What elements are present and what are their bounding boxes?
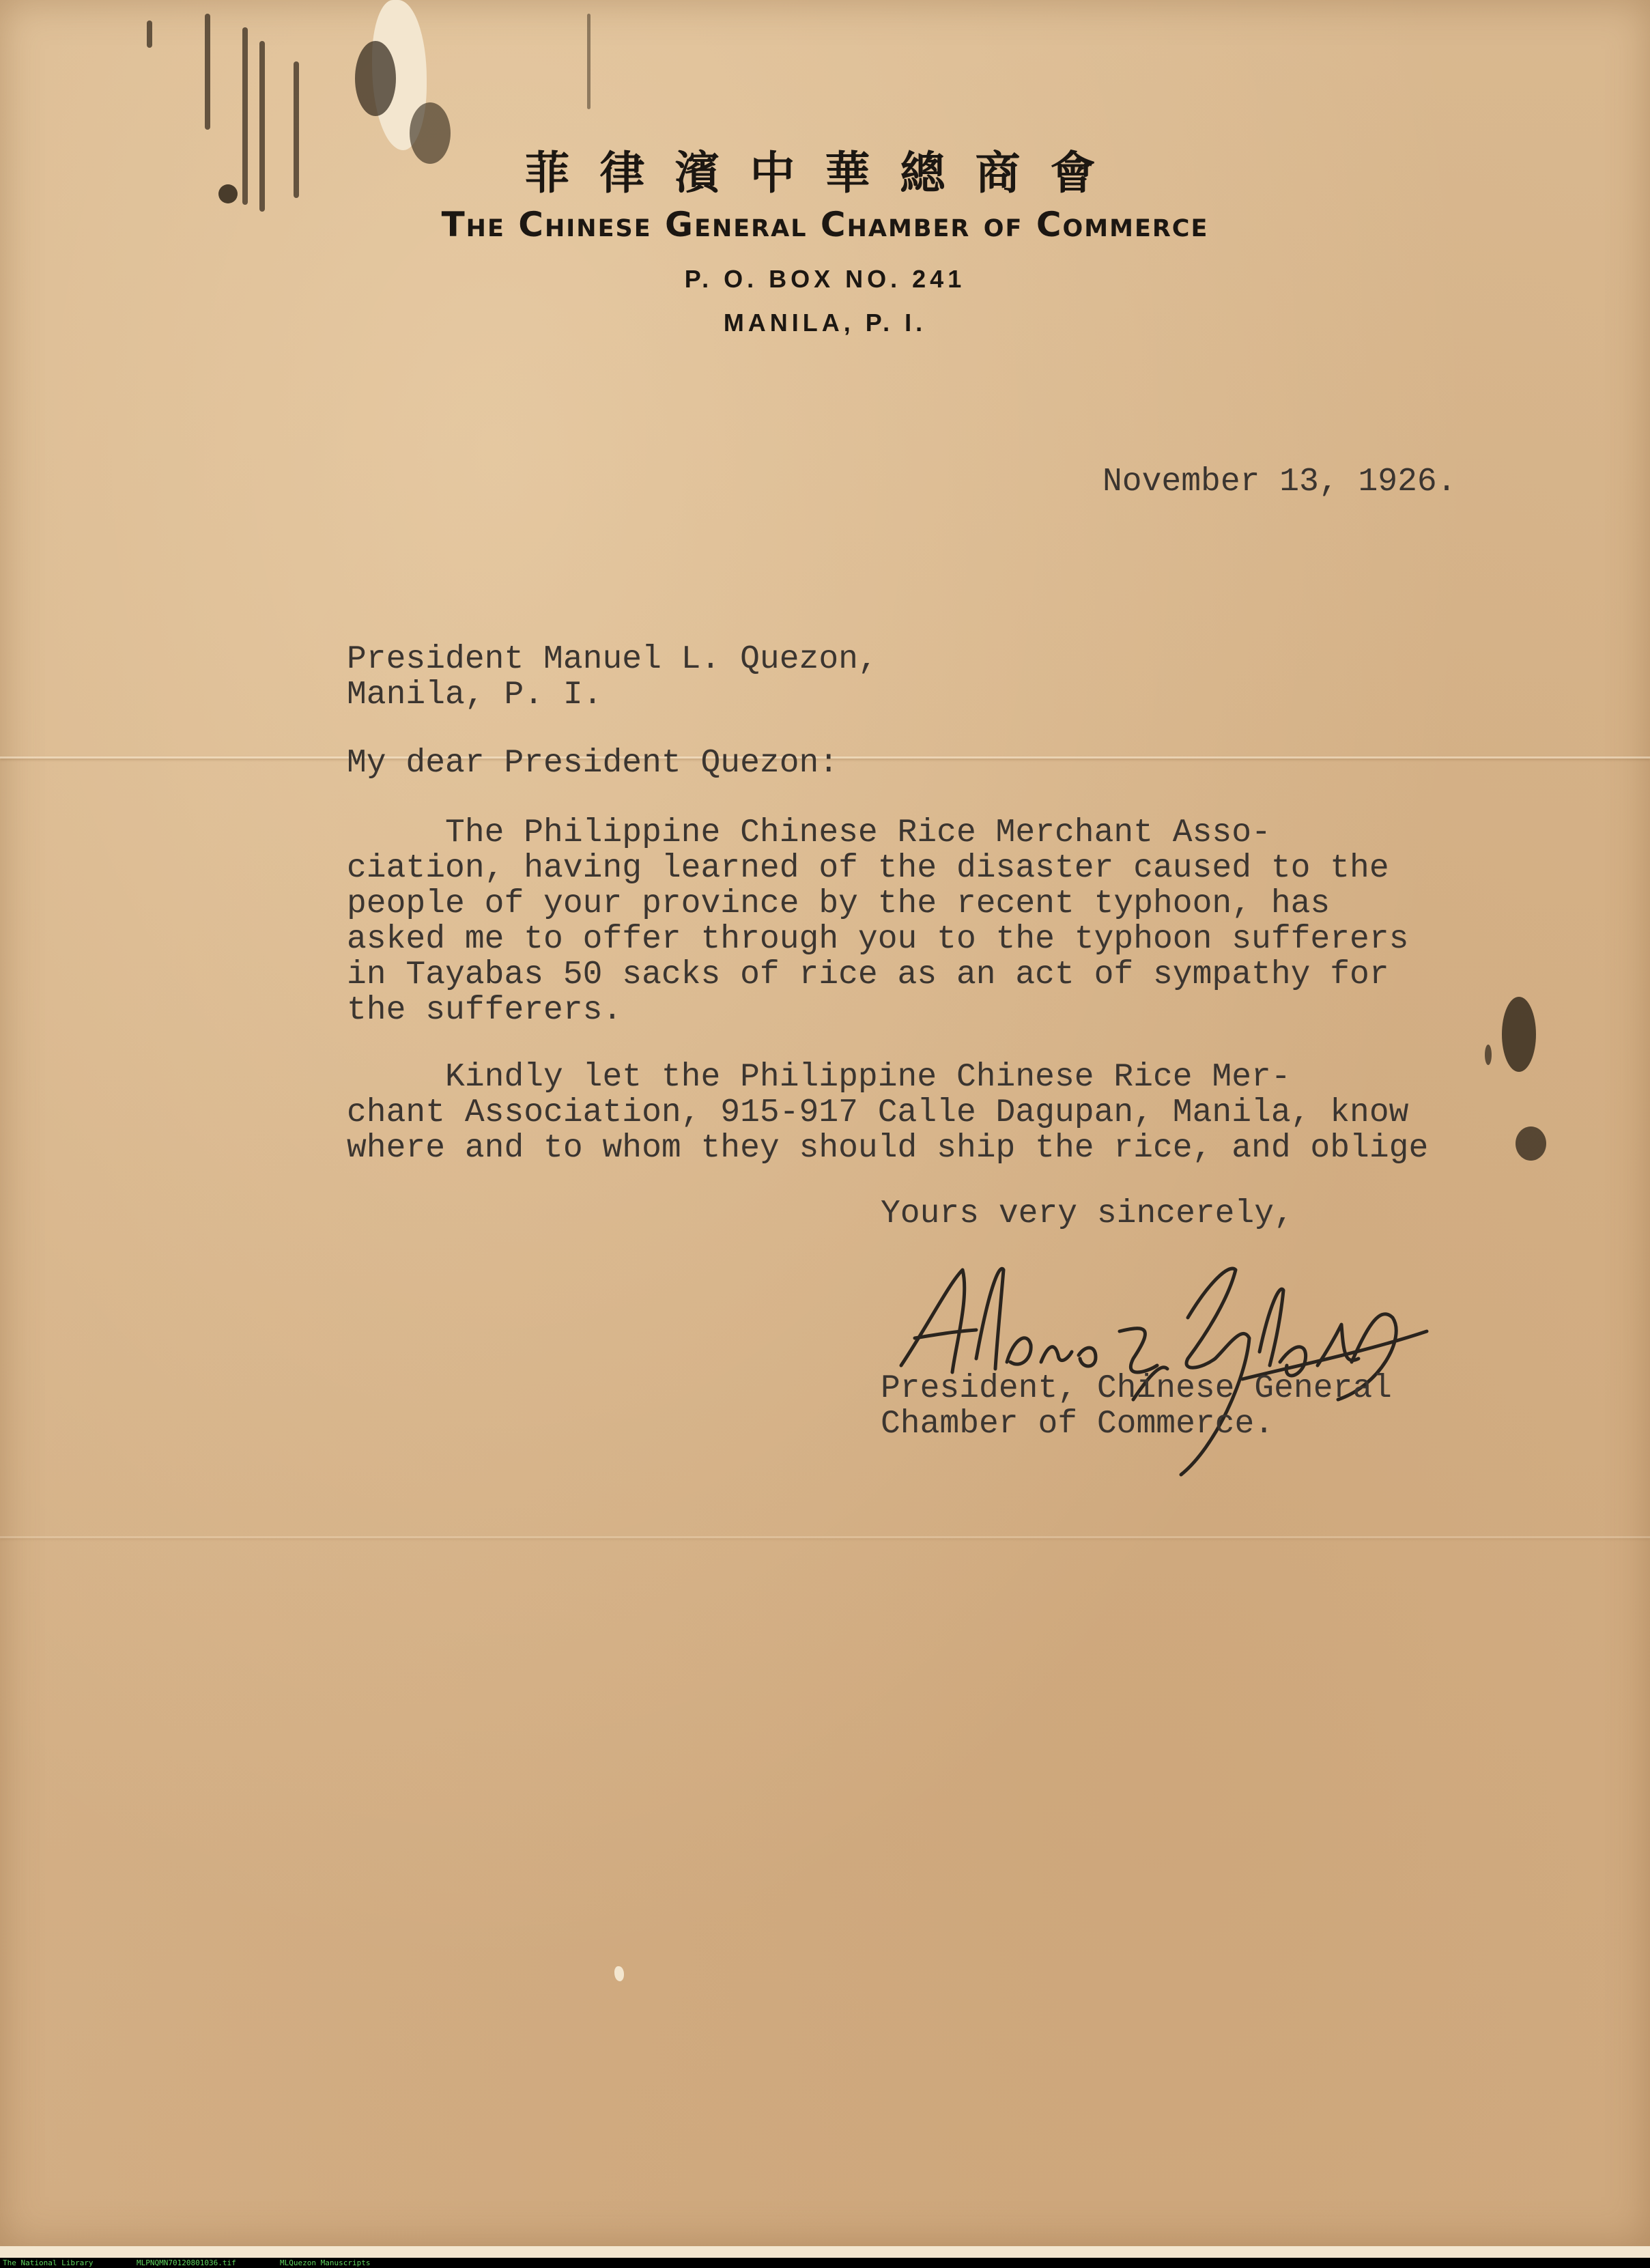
footer-file-id: MLPNQMN70120801036.tif <box>137 2258 236 2267</box>
recipient-line-2: Manila, P. I. <box>347 677 603 713</box>
letterhead-english-title: The Chinese General Chamber of Commerce <box>441 205 1209 244</box>
paragraph-2-line: chant Association, 915-917 Calle Dagupan, Manila, know <box>347 1094 1409 1131</box>
ink-stain <box>1502 997 1536 1072</box>
signature-stroke <box>901 1270 965 1372</box>
footer-institution: The National Library <box>3 2258 94 2267</box>
ink-drip <box>587 14 591 109</box>
archive-footer-bar <box>0 2258 1650 2268</box>
closing: Yours very sincerely, <box>881 1195 1294 1232</box>
signature-stroke <box>1186 1268 1236 1367</box>
ink-stain <box>1516 1126 1546 1161</box>
paper-fold <box>0 1536 1650 1538</box>
signature-stroke <box>1260 1289 1283 1365</box>
letterhead-chinese-title: 菲律濱中華總商會 <box>524 146 1126 199</box>
signer-title-line-2: Chamber of Commerce. <box>881 1406 1275 1443</box>
signature-stroke <box>1041 1347 1072 1362</box>
paragraph-2-line: Kindly let the Philippine Chinese Rice Mer- <box>347 1059 1291 1096</box>
signature-stroke <box>1120 1329 1157 1372</box>
paragraph-1-line: asked me to offer through you to the typhoon sufferers <box>347 921 1409 958</box>
paragraph-2-line: where and to whom they should ship the rice, and oblige <box>347 1130 1429 1167</box>
signer-title-line-1: President, Chinese General <box>881 1370 1392 1407</box>
footer-collection: MLQuezon Manuscripts <box>280 2258 371 2267</box>
salutation: My dear President Quezon: <box>347 745 839 782</box>
signature-stroke <box>1007 1338 1031 1364</box>
paragraph-1-line: the sufferers. <box>347 992 623 1029</box>
ink-stain <box>1485 1045 1492 1065</box>
ink-drip <box>205 14 210 130</box>
paragraph-1-line: in Tayabas 50 sacks of rice as an act of sympathy for <box>347 956 1389 993</box>
letterhead-po-box: P. O. BOX NO. 241 <box>684 265 966 293</box>
letter-date: November 13, 1926. <box>1103 464 1457 500</box>
ink-drip <box>147 20 152 48</box>
signature-stroke <box>976 1268 1004 1369</box>
ink-stain <box>355 41 396 116</box>
handwritten-signature <box>887 1243 1447 1488</box>
recipient-line-1: President Manuel L. Quezon, <box>347 641 878 678</box>
paper-hole <box>614 1966 624 1981</box>
signature-stroke <box>1079 1348 1096 1366</box>
letterhead-city: MANILA, P. I. <box>723 309 927 337</box>
paragraph-1-line: ciation, having learned of the disaster caused to the <box>347 850 1389 887</box>
paragraph-1-line: The Philippine Chinese Rice Merchant Asso- <box>347 814 1271 851</box>
paragraph-1-line: people of your province by the recent typhoon, has <box>347 885 1331 922</box>
